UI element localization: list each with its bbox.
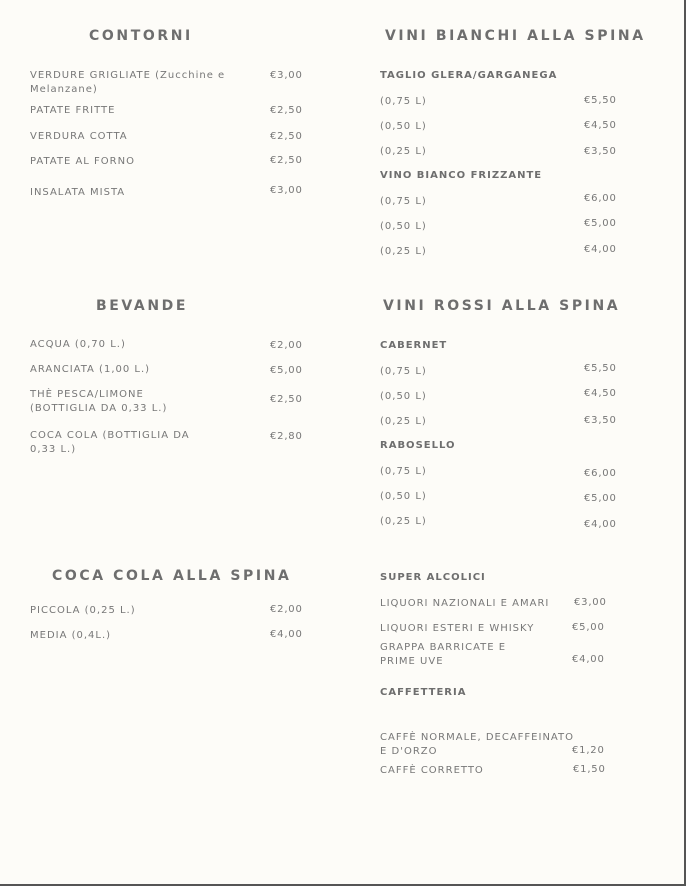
section-title-caffetteria: CAFFETTERIA <box>380 687 467 698</box>
menu-item-name: PATATE AL FORNO <box>30 156 135 167</box>
wine-size: (0,50 L) <box>380 121 427 132</box>
menu-item-price: €1,20 <box>572 745 605 756</box>
menu-item-name: LIQUORI NAZIONALI E AMARI <box>380 598 550 609</box>
menu-item-price: €4,00 <box>572 654 605 665</box>
menu-item-name: VERDURE GRIGLIATE (Zucchine e Melanzane) <box>30 70 226 95</box>
wine-price: €3,50 <box>584 146 617 157</box>
section-title-super-alcolici: SUPER ALCOLICI <box>380 572 486 583</box>
wine-price: €3,50 <box>584 415 617 426</box>
menu-item-price: €2,50 <box>270 131 303 142</box>
wine-size: (0,50 L) <box>380 491 427 502</box>
wine-price: €4,50 <box>584 120 617 131</box>
menu-item-price: €2,50 <box>270 394 303 405</box>
wine-group-title: CABERNET <box>380 340 448 351</box>
menu-item-price: €5,00 <box>572 622 605 633</box>
menu-item-price: €2,00 <box>270 340 303 351</box>
section-title-vini-bianchi: VINI BIANCHI ALLA SPINA <box>385 28 646 44</box>
menu-item-name: COCA COLA (BOTTIGLIA DA 0,33 L.) <box>30 430 190 455</box>
wine-price: €5,50 <box>584 363 617 374</box>
wine-price: €6,00 <box>584 468 617 479</box>
menu-item-name: ACQUA (0,70 L.) <box>30 339 126 350</box>
menu-item-name: VERDURA COTTA <box>30 131 128 142</box>
wine-size: (0,25 L) <box>380 146 427 157</box>
wine-price: €5,00 <box>584 493 617 504</box>
wine-group-title: VINO BIANCO FRIZZANTE <box>380 170 543 181</box>
section-title-bevande: BEVANDE <box>96 298 189 314</box>
wine-price: €5,00 <box>584 218 617 229</box>
menu-item-price: €3,00 <box>270 185 303 196</box>
menu-item-price: €2,80 <box>270 431 303 442</box>
menu-item-name: PICCOLA (0,25 L.) <box>30 605 136 616</box>
menu-item-price: €2,50 <box>270 105 303 116</box>
wine-size: (0,75 L) <box>380 196 427 207</box>
wine-size: (0,25 L) <box>380 516 427 527</box>
wine-size: (0,25 L) <box>380 416 427 427</box>
menu-item-name: THÈ PESCA/LIMONE (BOTTIGLIA DA 0,33 L.) <box>30 389 168 414</box>
wine-price: €4,00 <box>584 519 617 530</box>
menu-item-name: ARANCIATA (1,00 L.) <box>30 364 151 375</box>
menu-item-price: €2,00 <box>270 604 303 615</box>
menu-item-price: €2,50 <box>270 155 303 166</box>
menu-item-name: MEDIA (0,4L.) <box>30 630 112 641</box>
menu-item-name: GRAPPA BARRICATE E PRIME UVE <box>380 642 507 667</box>
menu-item-price: €3,00 <box>574 597 607 608</box>
wine-price: €4,50 <box>584 388 617 399</box>
wine-group-title: TAGLIO GLERA/GARGANEGA <box>380 70 558 81</box>
menu-item-price: €1,50 <box>573 764 606 775</box>
wine-size: (0,75 L) <box>380 366 427 377</box>
menu-item-name: PATATE FRITTE <box>30 105 116 116</box>
wine-price: €5,50 <box>584 95 617 106</box>
wine-size: (0,75 L) <box>380 466 427 477</box>
wine-size: (0,50 L) <box>380 221 427 232</box>
wine-price: €4,00 <box>584 244 617 255</box>
section-title-coca-cola: COCA COLA ALLA SPINA <box>52 568 292 584</box>
wine-size: (0,25 L) <box>380 246 427 257</box>
menu-item-name: INSALATA MISTA <box>30 187 126 198</box>
menu-item-name: CAFFÈ CORRETTO <box>380 765 484 776</box>
wine-group-title: RABOSELLO <box>380 440 456 451</box>
section-title-vini-rossi: VINI ROSSI ALLA SPINA <box>383 298 621 314</box>
menu-item-price: €4,00 <box>270 629 303 640</box>
menu-item-price: €5,00 <box>270 365 303 376</box>
section-title-contorni: CONTORNI <box>89 28 193 44</box>
wine-size: (0,50 L) <box>380 391 427 402</box>
wine-price: €6,00 <box>584 193 617 204</box>
menu-item-name: LIQUORI ESTERI E WHISKY <box>380 623 535 634</box>
menu-item-price: €3,00 <box>270 70 303 81</box>
wine-size: (0,75 L) <box>380 96 427 107</box>
menu-item-name: CAFFÈ NORMALE, DECAFFEINATO E D'ORZO <box>380 732 574 757</box>
